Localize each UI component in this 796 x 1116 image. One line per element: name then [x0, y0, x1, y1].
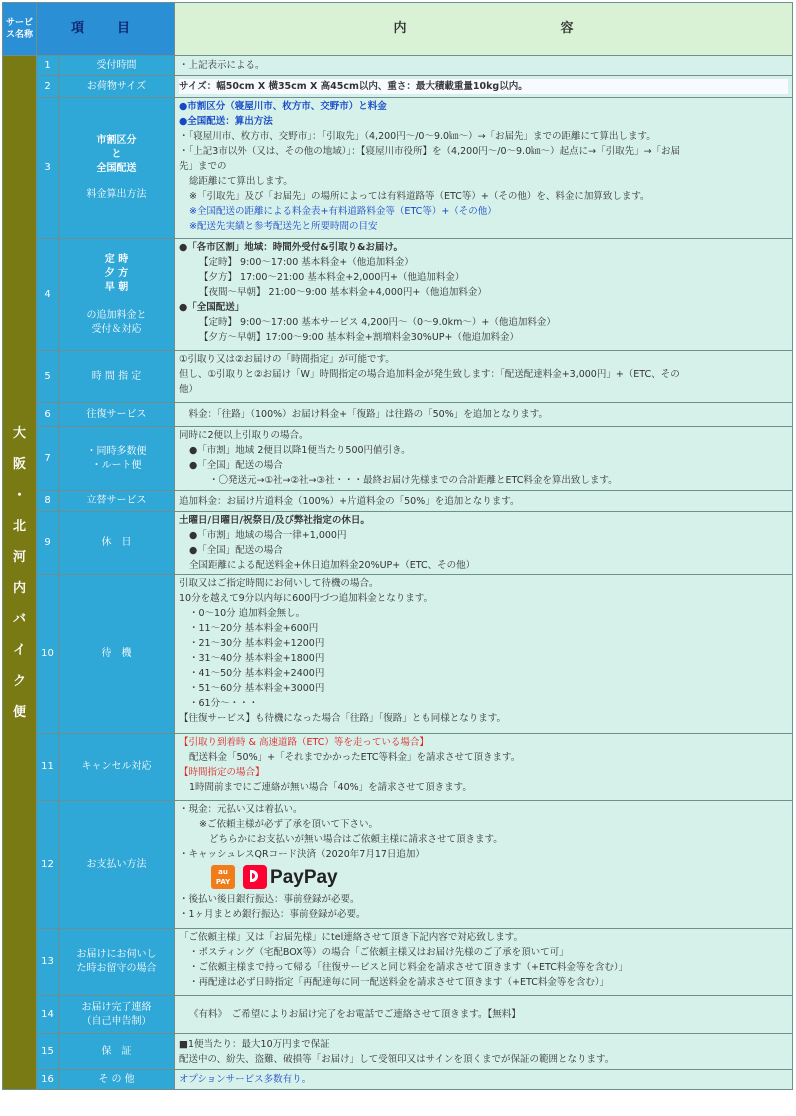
- header-content: 内 容: [175, 3, 793, 56]
- content-guarantee: ■1便当たり：最大10万円まで保証 配送中の、紛失、盗難、破損等「お届け」して受領印又はサインを頂くまでが保証の範囲となります。: [175, 1034, 793, 1070]
- content-multi-route: 同時に2便以上引取りの場合。 ●「市割」地域 2便目以降1便当たり500円値引き。 ●「全国」配送の場合 ・〇発送元→①社→②社→③社・・・最終お届け先様までの合計距離とETC料金を算出致します。: [175, 427, 793, 491]
- content-completion-notice: 《有料》 ご希望によりお届け完了をお電話でご連絡させて頂きます。【無料】: [175, 996, 793, 1034]
- row-number: 8: [37, 491, 59, 512]
- item-completion-notice: お届け完了連絡 （自己申告制）: [59, 996, 175, 1034]
- au-pay-logo: au PAY: [211, 865, 235, 889]
- item-multi-route: ・同時多数便 ・ルート便: [59, 427, 175, 491]
- item-cancellation: キャンセル対応: [59, 734, 175, 801]
- item-waiting: 待 機: [59, 575, 175, 734]
- content-holidays: 土曜日/日曜日/祝祭日/及び弊社指定の休日。 ●「市割」地域の場合一律+1,000円 ●「全国」配送の場合 全国距離による配送料金+休日追加料金20%UP+（ETC、その他）: [175, 512, 793, 575]
- item-advance-payment: 立替サービス: [59, 491, 175, 512]
- paypay-logo: PayPay: [243, 865, 338, 889]
- content-others: オプションサービス多数有り。: [175, 1070, 793, 1090]
- item-round-trip: 往復サービス: [59, 403, 175, 427]
- item-area-pricing: 市割区分 と 全国配送 料金算出方法: [59, 98, 175, 239]
- paypay-icon: [243, 865, 267, 889]
- item-holidays: 休 日: [59, 512, 175, 575]
- row-number: 11: [37, 734, 59, 801]
- row-number: 16: [37, 1070, 59, 1090]
- row-number: 13: [37, 929, 59, 996]
- content-advance-payment: 追加料金：お届け片道料金（100%）+片道料金の「50%」を追加となります。: [175, 491, 793, 512]
- content-area-pricing: ●市割区分（寝屋川市、枚方市、交野市）と料金 ●全国配送：算出方法 ・「寝屋川市、枚方市、交野市」：「引取先」（4,200円～/0～9.0㎞～）→「お届先」までの距離にて算出します。 ・「上記3市以外（又は、その他の地域）」：【寝屋川市役所】を（4,200円～/0～9.0㎞～）起点に→「引取先」→「お届 先」までの 総距離にて算出します。 ※「引取先」及び「お届先」の場所によっては有料道路等（ETC等）+（その他）を、料金に加算致します。 ※全国配送の距離による料金表+有料道路料金等（ETC等）+（その他） ※配送先実績と参考配送先と所要時間の目安: [175, 98, 793, 239]
- row-number: 7: [37, 427, 59, 491]
- row-number: 15: [37, 1034, 59, 1070]
- row-number: 1: [37, 56, 59, 76]
- row-number: 12: [37, 801, 59, 929]
- row-number: 2: [37, 76, 59, 98]
- content-package-size: サイズ：幅50cm X 横35cm X 高45cm以内、重さ：最大積載重量10kg以内。: [175, 76, 793, 98]
- header-item: 項 目: [37, 3, 175, 56]
- row-number: 5: [37, 351, 59, 403]
- item-extra-time-fees: 定 時 夕 方 早 朝 の追加料金と 受付＆対応: [59, 239, 175, 351]
- content-round-trip: 料金：「往路」（100%）お届け料金+「復路」は往路の「50%」を追加となります。: [175, 403, 793, 427]
- content-time-designation: ①引取り又は②お届けの「時間指定」が可能です。 但し、①引取りと②お届け「W」時間指定の場合追加料金が発生致します：「配送配達料金+3,000円」+（ETC、その 他）: [175, 351, 793, 403]
- row-number: 3: [37, 98, 59, 239]
- service-table: [2, 2, 793, 1090]
- row-number: 10: [37, 575, 59, 734]
- payment-logos: [179, 862, 788, 892]
- content-payment-method: ・現金：元払い又は着払い。 ※ご依頼主様が必ず了承を頂いて下さい。 どちらかにお支払いが無い場合はご依頼主様に請求させて頂きます。 ・キャッシュレスQRコード決済（2020年7月17日追加） au PAY PayPay ・後払い後日銀行振込：事前登録が必要。 ・1ヶ月まとめ銀行振込：事前登録が必要。: [175, 801, 793, 929]
- item-time-designation: 時 間 指 定: [59, 351, 175, 403]
- row-number: 4: [37, 239, 59, 351]
- content-reception-time: ・上記表示による。: [175, 56, 793, 76]
- content-waiting: 引取又はご指定時間にお伺いして待機の場合。 10分を越えて9分以内毎に600円づつ追加料金となります。 ・0～10分 追加料金無し。 ・11～20分 基本料金+600円 ・21～30分 基本料金+1200円 ・31～40分 基本料金+1800円 ・41～50分 基本料金+2400円 ・51～60分 基本料金+3000円 ・61分～・・・ 【往復サービス】も待機になった場合「往路」「復路」とも同様となります。: [175, 575, 793, 734]
- row-number: 6: [37, 403, 59, 427]
- item-reception-time: 受付時間: [59, 56, 175, 76]
- item-guarantee: 保 証: [59, 1034, 175, 1070]
- content-cancellation: 【引取り到着時 & 高速道路（ETC）等を走っている場合】 配送料金「50%」+「それまでかかったETC等料金」を請求させて頂きます。 【時間指定の場合】 1時間前までにご連絡が無い場合「40%」を請求させて頂きます。: [175, 734, 793, 801]
- content-extra-time-fees: ●「各市区割」地域：時間外受付&引取り&お届け。 【定時】 9:00～17:00 基本料金+（他追加料金） 【夕方】 17:00～21:00 基本料金+2,000円+（他追加料金） 【夜間～早朝】 21:00～9:00 基本料金+4,000円+（他追加料金） ●「全国配送」 【定時】 9:00～17:00 基本サービス 4,200円～（0～9.0km～）+（他追加料金） 【夕方～早朝】17:00～9:00 基本料金+割増料金30%UP+（他追加料金）: [175, 239, 793, 351]
- item-payment-method: お支払い方法: [59, 801, 175, 929]
- row-number: 14: [37, 996, 59, 1034]
- item-others: そ の 他: [59, 1070, 175, 1090]
- row-number: 9: [37, 512, 59, 575]
- service-name: 大 阪 ・ 北 河 内 バ イ ク 便: [3, 56, 37, 1090]
- item-absence: お届けにお伺いし た時お留守の場合: [59, 929, 175, 996]
- header-service: サービス名称: [3, 3, 37, 56]
- content-absence: 「ご依頼主様」又は「お届先様」にtel連絡させて頂き下記内容で対応致します。 ・ポスティング（宅配BOX等）の場合「ご依頼主様又はお届け先様のご了承を頂いて可」 ・ご依頼主様まで持って帰る「往復サービスと同じ料金を請求させて頂きます（+ETC料金等を含む）」 ・再配達は必ず日時指定「再配達毎に同一配送料金を請求させて頂きます（+ETC料金等を含む）」: [175, 929, 793, 996]
- item-package-size: お荷物サイズ: [59, 76, 175, 98]
